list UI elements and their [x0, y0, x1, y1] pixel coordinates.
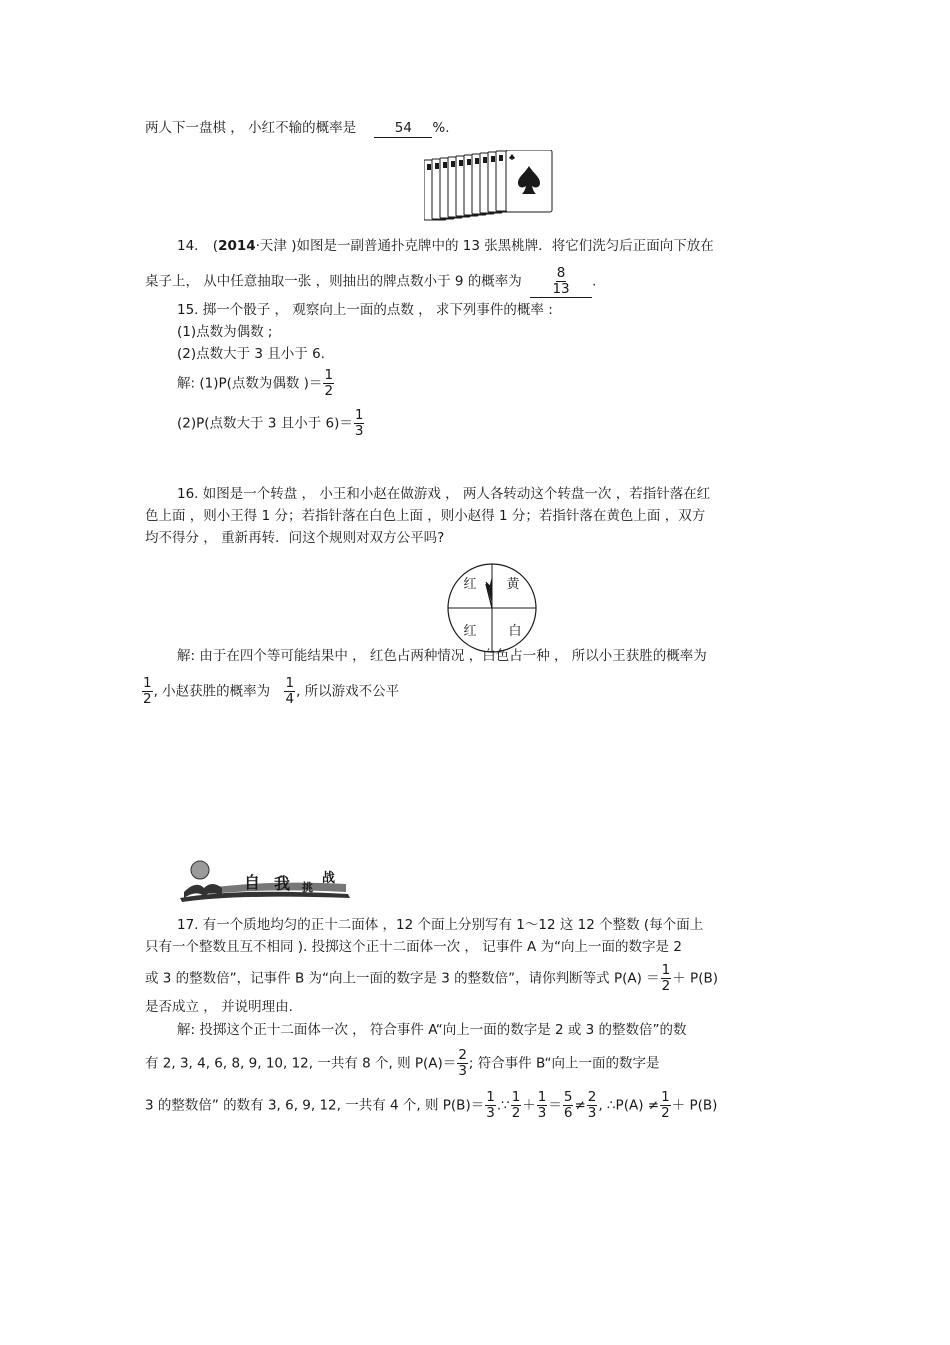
q17-line1: 17. 有一个质地均匀的正十二面体 ，12 个面上分别写有 1～12 这 12 个整数 (每个面上: [177, 917, 704, 933]
q15-item1: (1)点数为偶数 ;: [177, 324, 273, 340]
q17-line4: 是否成立 ， 并说明理由.: [145, 999, 293, 1015]
spinner-diagram: [446, 562, 538, 654]
q15-solution2: (2)P(点数大于 3 且小于 6)＝ $\frac{1}{3}$: [177, 407, 364, 439]
q13-answer: 54: [374, 119, 432, 138]
self-challenge-banner: [178, 858, 358, 904]
fraction: $\frac{2}{3}$: [587, 1089, 597, 1121]
q15-item2: (2)点数大于 3 且小于 6.: [177, 346, 325, 362]
q17-line2: 只有一个整数且互不相同 ). 投掷这个正十二面体一次 ， 记事件 A 为“向上一面的数字是 2: [145, 939, 682, 955]
fraction: $\frac{1}{3}$: [537, 1089, 547, 1121]
fraction: $\frac{1}{2}$: [324, 367, 334, 399]
spade-cards-illustration: [424, 150, 554, 222]
q14-period: .: [592, 273, 597, 290]
fraction: $\frac{1}{3}$: [354, 407, 364, 439]
q15-stem: 15. 掷一个骰子 ， 观察向上一面的点数 ， 求下列事件的概率 :: [177, 302, 553, 318]
q13-line: [145, 119, 450, 138]
fraction: $\frac{5}{6}$: [563, 1089, 573, 1121]
fraction: $\frac{1}{2}$: [661, 962, 671, 994]
fraction: $\frac{1}{2}$: [661, 1089, 670, 1121]
q16-line2: 色上面 ，则小王得 1 分；若指针落在白色上面 ，则小赵得 1 分；若指针落在黄色上面 ，双方: [145, 508, 706, 524]
banner-char-1: 自: [244, 873, 261, 892]
q13-text: 两人下一盘棋 ， 小红不输的概率是: [145, 120, 357, 136]
q14-source: (2014·天津 ): [212, 238, 297, 254]
q14-line1: [177, 237, 714, 255]
q16-solution1: 解: 由于在四个等可能结果中 ， 红色占两种情况 ，白色占一种 ， 所以小王获胜的概率为: [177, 648, 707, 664]
q14-text: 如图是一副普通扑克牌中的 13 张黑桃牌．将它们洗匀后正面向下放在: [296, 238, 714, 254]
q14-line2: [145, 266, 596, 298]
fraction: $\frac{1}{2}$: [511, 1089, 521, 1121]
q17-solution1: 解: 投掷这个正十二面体一次 ， 符合事件 A“向上一面的数字是 2 或 3 的整数倍”的数: [177, 1022, 687, 1038]
fraction: $\frac{2}{3}$: [458, 1047, 467, 1079]
q16-line3: 均不得分 ， 重新再转．问这个规则对双方公平吗?: [145, 530, 445, 546]
spinner-top-right: 黄: [506, 577, 520, 592]
spinner-bottom-left: 红: [463, 624, 477, 639]
q13-unit: %.: [432, 120, 450, 136]
fraction: $\frac{1}{3}$: [486, 1089, 495, 1121]
spinner-bottom-right: 白: [508, 624, 522, 639]
q15-solution1: 解: (1)P(点数为偶数 )＝ $\frac{1}{2}$: [177, 367, 334, 399]
fraction: $\frac{1}{2}$: [143, 675, 152, 707]
spinner-top-left: 红: [463, 577, 477, 592]
reader-head-icon: [191, 861, 209, 879]
q17-solution2: 有 2, 3, 4, 6, 8, 9, 10, 12, 一共有 8 个, 则 P(A)＝ $\frac{2}{3}$ ; 符合事件 B“向上一面的数字是: [145, 1047, 660, 1079]
q14-text2: 桌子上， 从中任意抽取一张 ，则抽出的牌点数小于 9 的概率为: [145, 273, 522, 290]
q14-number: 14.: [177, 238, 199, 254]
banner-char-3: 挑: [302, 881, 313, 894]
q17-line3: 或 3 的整数倍”，记事件 B 为“向上一面的数字是 3 的整数倍”，请你判断等式 P(A) ＝ $\frac{1}{2}$ ＋ P(B): [145, 962, 718, 994]
banner-char-2: 我: [274, 874, 291, 893]
banner-char-4: 战: [322, 871, 336, 886]
fraction: $\frac{1}{4}$: [285, 675, 295, 707]
q14-answer: $\frac{8}{13}$: [530, 266, 592, 298]
q16-solution2: $\frac{1}{2}$ , 小赵获胜的概率为 $\frac{1}{4}$ , 所以游戏不公平: [143, 675, 400, 707]
q16-line1: 16. 如图是一个转盘 ， 小王和小赵在做游戏 ， 两人各转动这个转盘一次 ，若指针落在红: [177, 486, 711, 502]
q17-solution3: 3 的整数倍” 的数有 3, 6, 9, 12, 一共有 4 个, 则 P(B)＝ $\frac{1}{3}$ .∵ $\frac{1}{2}$ ＋ $\frac{1}{3}$ ＝ $\frac{5}{6}$ ≠ $\frac{2}{3}$ , ∴P(A) ≠ $\frac{1}{2}$ ＋ P(B): [145, 1089, 718, 1121]
